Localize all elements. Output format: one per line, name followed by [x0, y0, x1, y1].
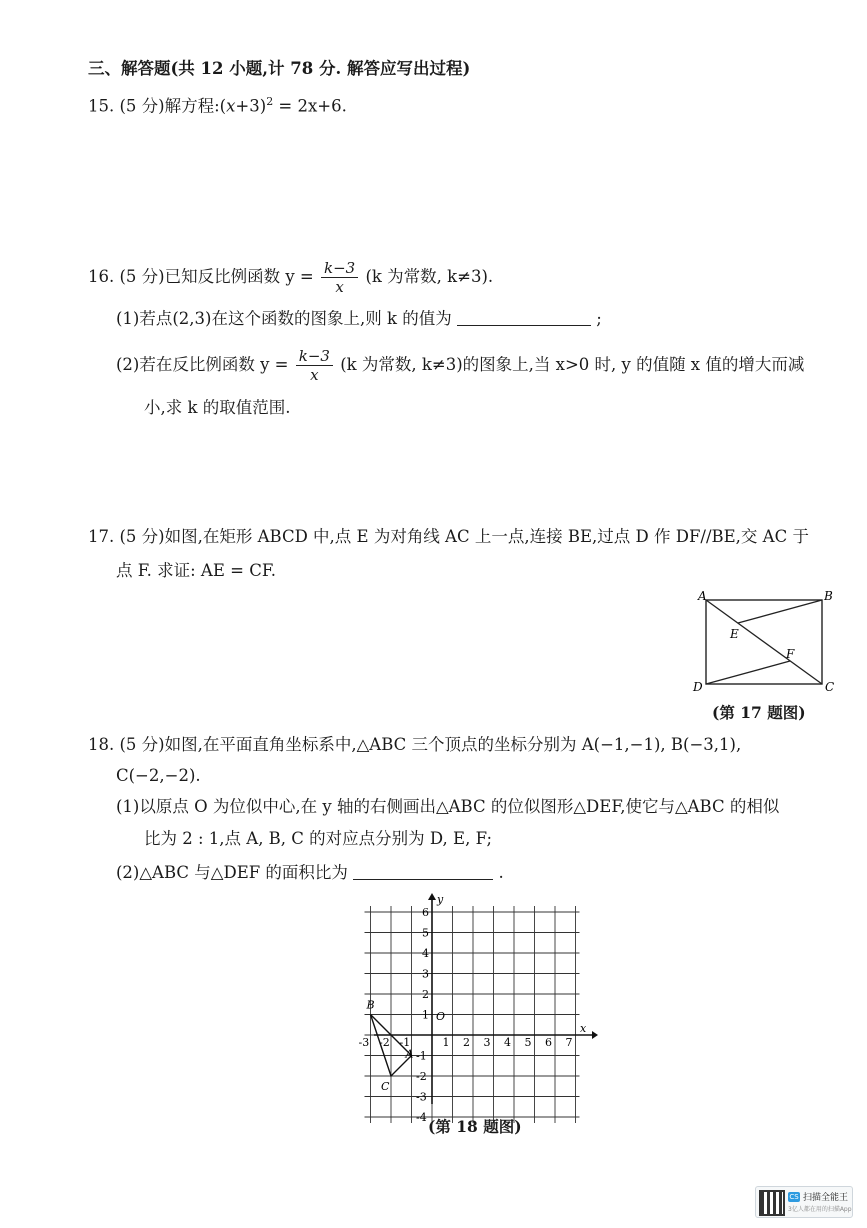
scanner-logo-icon: CS [789, 1193, 799, 1201]
y-tick-label: -3 [416, 1090, 427, 1104]
q17-caption: (第 17 题图) [712, 703, 806, 722]
grid-lines [365, 906, 580, 1123]
q15-suffix: = 2x+6. [273, 96, 347, 116]
q18-p2-answer-blank[interactable] [353, 863, 493, 880]
y-tick-label: 6 [422, 906, 429, 919]
q17-rectangle-figure [690, 586, 840, 696]
label-e: E [730, 627, 739, 641]
q16-p2-prefix: (2)若在反比例函数 y = [116, 355, 289, 374]
q16-fraction [321, 259, 358, 296]
origin-label: O [436, 1010, 446, 1023]
y-tick-label: 3 [422, 967, 429, 981]
label-d: D [693, 680, 703, 694]
q15-mid: +3) [235, 96, 267, 116]
question-16-part2 [116, 346, 804, 384]
question-16-stem [88, 258, 493, 296]
question-18-part2 [116, 862, 504, 884]
scanner-watermark [755, 1186, 853, 1218]
y-tick-label: 1 [422, 1008, 429, 1022]
q16-p1-answer-blank[interactable] [457, 309, 591, 326]
q16-fraction-numerator: k−3 [321, 259, 358, 278]
x-axis-arrow [592, 1031, 598, 1039]
y-tick-label: -1 [416, 1049, 427, 1063]
y-axis-arrow [428, 893, 436, 900]
x-tick-label: 4 [504, 1036, 511, 1049]
question-18-part1-line2: 比为 2 : 1,点 A, B, C 的对应点分别为 D, E, F; [144, 829, 492, 848]
q15-exponent: 2 [266, 95, 274, 108]
scanner-app-name: 扫描全能王 [803, 1193, 849, 1203]
question-18-line1: 18. (5 分)如图,在平面直角坐标系中,△ABC 三个顶点的坐标分别为 A(−1,−1), B(−3,1), [88, 735, 742, 754]
q16-p1-prefix: (1)若点(2,3)在这个函数的图象上,则 k 的值为 [116, 309, 452, 328]
x-tick-label: 1 [442, 1036, 450, 1049]
x-tick-label: -2 [379, 1036, 390, 1049]
question-16-part1 [116, 308, 602, 330]
q16-fraction-denominator: x [335, 278, 344, 296]
question-17-line2: 点 F. 求证: AE = CF. [116, 561, 276, 580]
q15-prefix: 15. (5 分)解方程:( [88, 96, 227, 116]
x-tick-label: -1 [399, 1036, 411, 1049]
x-tick-label: 6 [545, 1036, 552, 1049]
x-tick-label: -3 [358, 1036, 370, 1049]
x-axis-label: x [580, 1022, 587, 1035]
y-tick-label: 2 [422, 988, 429, 1001]
segment-df [706, 661, 790, 684]
question-17-line1: 17. (5 分)如图,在矩形 ABCD 中,点 E 为对角线 AC 上一点,连接 BE,过点 D 作 DF//BE,交 AC 于 [88, 527, 809, 546]
q16-p2-fraction-denominator: x [310, 366, 319, 384]
question-15 [88, 91, 347, 118]
label-c: C [825, 680, 835, 694]
q16-stem-suffix: (k 为常数, k≠3). [365, 267, 494, 286]
question-16-part2-line2: 小,求 k 的取值范围. [144, 398, 291, 417]
y-tick-label: 4 [422, 947, 429, 960]
x-tick-label: 7 [565, 1036, 573, 1049]
label-a: A [698, 589, 707, 603]
x-tick-label: 3 [483, 1036, 491, 1049]
q15-var: x [226, 96, 236, 116]
x-tick-label: 2 [463, 1036, 470, 1049]
question-18-part1-line1: (1)以原点 O 为位似中心,在 y 轴的右侧画出△ABC 的位似图形△DEF,使它与△ABC 的相似 [116, 797, 780, 816]
q16-p2-fraction-numerator: k−3 [296, 347, 333, 366]
label-f: F [786, 647, 795, 661]
qr-code-icon [759, 1190, 785, 1216]
diagonal-ac [706, 600, 822, 684]
point-a-label: A [405, 1047, 414, 1061]
q18-p2-prefix: (2)△ABC 与△DEF 的面积比为 [116, 863, 348, 882]
q18-coordinate-grid [358, 892, 596, 1124]
q16-p2-suffix: (k 为常数, k≠3)的图象上,当 x>0 时, y 的值随 x 值的增大而减 [340, 355, 805, 374]
segment-be [738, 600, 822, 623]
q16-p1-suffix: ; [596, 309, 602, 328]
q18-p2-suffix: . [498, 863, 504, 882]
section-heading: 三、解答题(共 12 小题,计 78 分. 解答应写出过程) [88, 59, 471, 78]
q16-stem-prefix: 16. (5 分)已知反比例函数 y = [88, 267, 314, 286]
question-18-line2: C(−2,−2). [116, 766, 201, 785]
y-tick-label: -4 [416, 1111, 427, 1124]
x-tick-label: 5 [524, 1036, 532, 1049]
point-c-label: C [381, 1080, 390, 1093]
y-tick-label: 5 [422, 926, 429, 940]
scanner-tagline: 3亿人都在用的扫描App [788, 1206, 852, 1213]
point-b-label: B [366, 998, 375, 1012]
y-tick-label: -2 [416, 1070, 427, 1083]
label-b: B [824, 589, 833, 603]
q16-p2-fraction [296, 347, 333, 384]
q18-caption: (第 18 题图) [428, 1117, 522, 1136]
y-axis-label: y [437, 893, 444, 906]
